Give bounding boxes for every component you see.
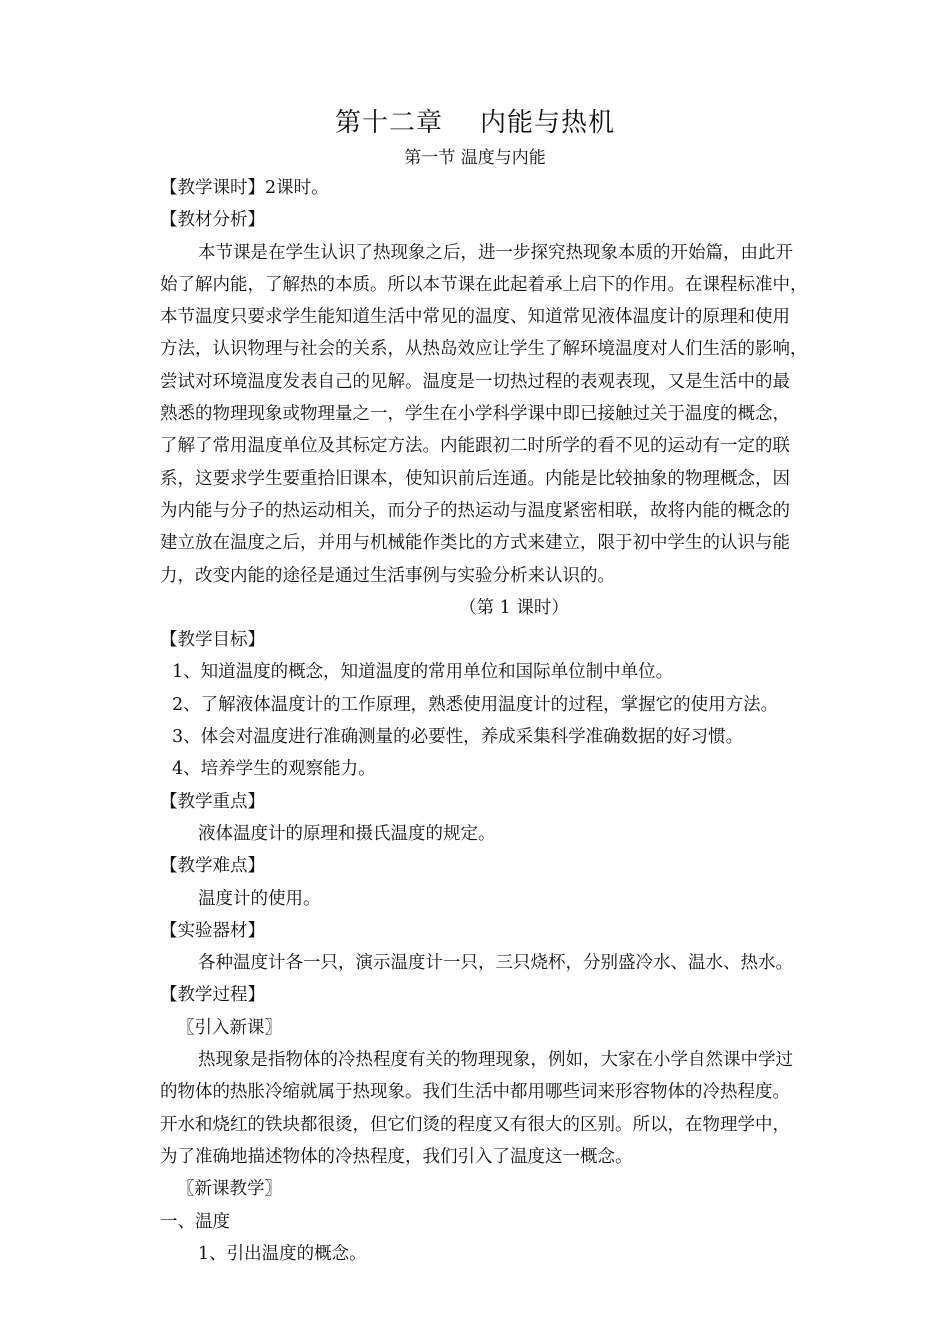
lesson-label: （第 1 课时） (459, 597, 569, 618)
equipment-heading: 【实验器材】 (160, 920, 265, 941)
analysis-line: 为内能与分子的热运动相关，而分子的热运动与温度紧密相联，故将内能的概念的 (160, 500, 790, 521)
chapter-title: 第十二章 内能与热机 (334, 108, 616, 138)
analysis-heading: 【教材分析】 (160, 210, 265, 231)
intro-line: 热现象是指物体的冷热程度有关的物理现象，例如，大家在小学自然课中学过 (198, 1050, 793, 1071)
difficulty-text: 温度计的使用。 (198, 888, 321, 909)
intro-line: 的物体的热胀冷缩就属于热现象。我们生活中都用哪些词来形容物体的冷热程度。 (160, 1082, 790, 1103)
section-one-heading: 一、温度 (160, 1211, 230, 1232)
analysis-line: 系，这要求学生要重拾旧课本，使知识前后连通。内能是比较抽象的物理概念，因 (160, 468, 790, 489)
goal-item: 1、知道温度的概念，知道温度的常用单位和国际单位制中单位。 (172, 662, 674, 683)
intro-heading: 〖引入新课〗 (177, 1017, 282, 1038)
difficulty-heading: 【教学难点】 (160, 856, 265, 877)
analysis-paragraph (160, 237, 868, 592)
key-text: 液体温度计的原理和摄氏温度的规定。 (198, 823, 496, 844)
class-hours-line (160, 172, 868, 204)
goals-list (160, 656, 868, 785)
analysis-line: 本节温度只要求学生能知道生活中常见的温度、知道常见液体温度计的原理和使用 (160, 307, 790, 328)
class-hours-heading: 【教学课时】 (160, 178, 265, 198)
intro-paragraph (160, 1044, 868, 1173)
analysis-line: 了解了常用温度单位及其标定方法。内能跟初二时所学的看不见的运动有一定的联 (160, 436, 790, 457)
new-lesson-heading: 〖新课教学〗 (177, 1179, 282, 1200)
goal-item: 2、了解液体温度计的工作原理，熟悉使用温度计的过程，掌握它的使用方法。 (172, 694, 779, 715)
goals-heading: 【教学目标】 (160, 630, 265, 651)
section-subtitle: 第一节 温度与内能 (404, 148, 546, 168)
equipment-text: 各种温度计各一只，演示温度计一只，三只烧杯，分别盛冷水、温水、热水。 (198, 953, 793, 974)
analysis-line: 尝试对环境温度发表自己的见解。温度是一切热过程的表观表现，又是生活中的最 (160, 371, 790, 392)
item-one: 1、引出温度的概念。 (198, 1243, 367, 1264)
process-heading: 【教学过程】 (160, 985, 265, 1006)
intro-line: 为了准确地描述物体的冷热程度，我们引入了温度这一概念。 (160, 1146, 633, 1167)
analysis-line: 建立放在温度之后，并用与机械能作类比的方式来建立，限于初中学生的认识与能 (160, 533, 790, 554)
goal-item: 4、培养学生的观察能力。 (172, 759, 376, 780)
intro-line: 开水和烧红的铁块都很烫，但它们烫的程度又有很大的区别。所以，在物理学中， (160, 1114, 790, 1135)
analysis-line: 力，改变内能的途径是通过生活事例与实验分析来认识的。 (160, 565, 615, 586)
key-heading: 【教学重点】 (160, 791, 265, 812)
analysis-line: 始了解内能，了解热的本质。所以本节课在此起着承上启下的作用。在课程标准中， (160, 274, 808, 295)
analysis-line: 本节课是在学生认识了热现象之后，进一步探究热现象本质的开始篇，由此开 (198, 242, 793, 263)
goal-item: 3、体会对温度进行准确测量的必要性，养成采集科学准确数据的好习惯。 (172, 727, 744, 748)
class-hours-value: 2课时。 (265, 178, 329, 198)
analysis-line: 方法，认识物理与社会的关系，从热岛效应让学生了解环境温度对人们生活的影响， (160, 339, 808, 360)
analysis-line: 熟悉的物理现象或物理量之一，学生在小学科学课中即已接触过关于温度的概念， (160, 404, 790, 425)
document-body (160, 172, 868, 1270)
